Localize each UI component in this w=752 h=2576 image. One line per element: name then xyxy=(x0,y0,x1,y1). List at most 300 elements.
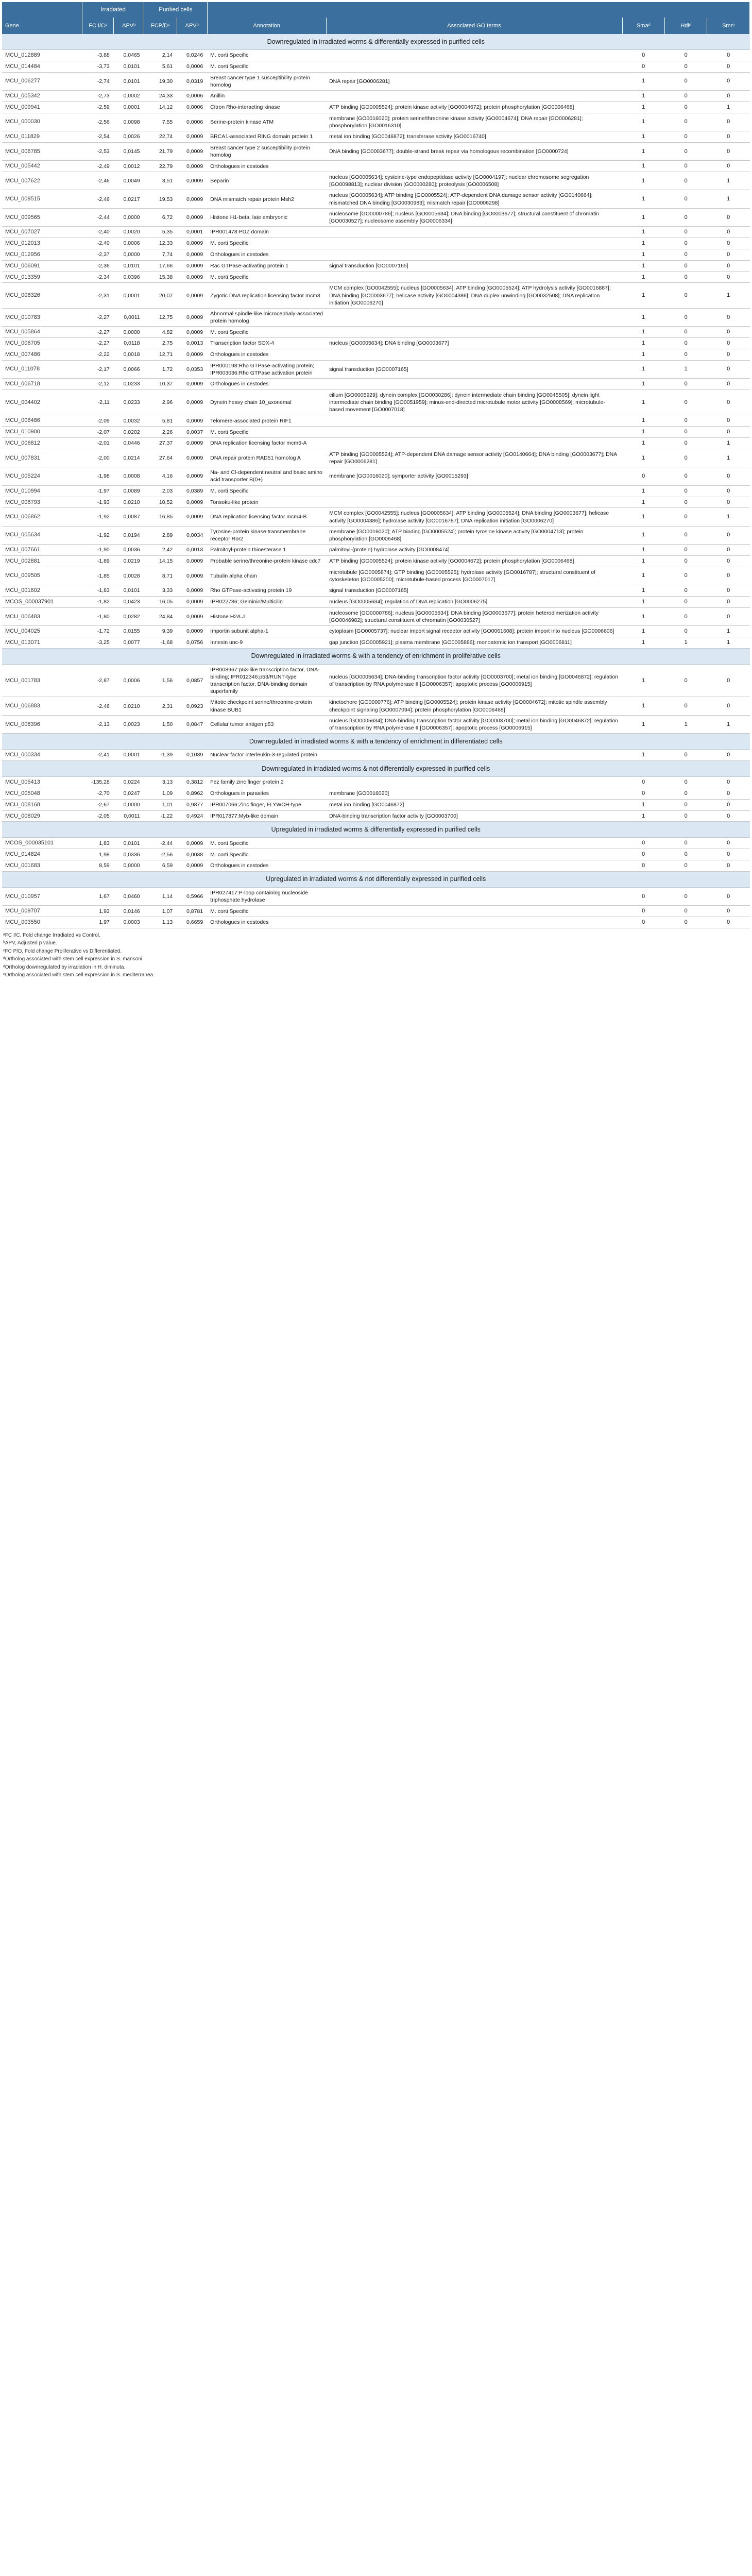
apv-2-cell: 0,0013 xyxy=(177,338,207,349)
apv-2-cell: 0,0246 xyxy=(177,50,207,61)
go-terms-cell: signal transduction [GO0007165] xyxy=(326,585,622,597)
fc-iv-cell: -2,59 xyxy=(82,101,114,113)
hdi-cell: 0 xyxy=(664,849,707,860)
table-row xyxy=(2,664,750,697)
apv-1-cell: 0,0049 xyxy=(114,172,144,190)
go-terms-cell xyxy=(326,750,622,761)
annotation-cell: IPR007066:Zinc finger, FLYWCH-type xyxy=(207,799,326,810)
annotation-cell: DNA replication licensing factor mcm4-B xyxy=(207,508,326,526)
fc-iv-cell: -2,87 xyxy=(82,664,114,697)
fc-pd-cell: 7,74 xyxy=(144,249,177,260)
fc-pd-cell: 4,82 xyxy=(144,327,177,338)
smr-cell: 0 xyxy=(707,227,750,238)
go-terms-cell xyxy=(326,415,622,427)
go-terms-cell: ATP binding [GO0005524]; protein kinase activity [GO0004672]; protein phosphorylation [GO0006468] xyxy=(326,555,622,567)
go-terms-cell xyxy=(326,349,622,360)
gene-id-cell: MCU_012013 xyxy=(2,238,82,249)
go-terms-cell: membrane [GO0016020]; ATP binding [GO0005524]; protein tyrosine kinase activity [GO0004713]; protein phosphorylation [GO0006468] xyxy=(326,526,622,544)
hdi-cell: 0 xyxy=(664,467,707,485)
annotation-cell: Histone H2A.J xyxy=(207,607,326,625)
apv-2-cell: 0,0009 xyxy=(177,626,207,637)
apv-1-cell: 0,0217 xyxy=(114,190,144,208)
header-hdi: Hdiᵈ xyxy=(664,18,707,34)
table-row xyxy=(2,238,750,249)
smr-cell: 0 xyxy=(707,497,750,508)
gene-id-cell: MCU_007831 xyxy=(2,449,82,467)
table-row xyxy=(2,715,750,733)
sma-cell: 1 xyxy=(622,308,664,326)
gene-id-cell: MCU_004025 xyxy=(2,626,82,637)
sma-cell: 1 xyxy=(622,545,664,556)
table-row xyxy=(2,626,750,637)
fc-iv-cell: -2,36 xyxy=(82,260,114,272)
section-header xyxy=(2,648,750,664)
hdi-cell: 0 xyxy=(664,777,707,788)
apv-1-cell: 0,0247 xyxy=(114,788,144,799)
fc-pd-cell: 7,55 xyxy=(144,113,177,131)
header-spacer xyxy=(207,2,749,18)
go-terms-cell: cilium [GO0005929]; dynein complex [GO0030286]; dynein intermediate chain binding [GO0045505]; dynein light intermediate chain binding [GO0051959]; minus-end-directed microtubule motor activity [GO0008569]; microtubule-based movement [GO0007018] xyxy=(326,389,622,415)
apv-2-cell: 0,0009 xyxy=(177,508,207,526)
fc-iv-cell: -2,11 xyxy=(82,389,114,415)
smr-cell: 1 xyxy=(707,626,750,637)
hdi-cell: 0 xyxy=(664,497,707,508)
annotation-cell: Orthologues in cestodes xyxy=(207,349,326,360)
go-terms-cell xyxy=(326,838,622,849)
annotation-cell: Telomere-associated protein RIF1 xyxy=(207,415,326,427)
table-row xyxy=(2,131,750,143)
header-fc-iv: FC I/Cᵃ xyxy=(82,18,114,34)
fc-iv-cell: -2,46 xyxy=(82,190,114,208)
fc-pd-cell: 19,30 xyxy=(144,72,177,90)
apv-1-cell: 0,0087 xyxy=(114,508,144,526)
annotation-cell: Probable serine/threonine-protein kinase cdc7 xyxy=(207,555,326,567)
gene-id-cell: MCU_006862 xyxy=(2,508,82,526)
apv-1-cell: 0,0001 xyxy=(114,283,144,309)
footnote: ᵇAPV, Adjusted p value. xyxy=(3,940,57,946)
go-terms-cell: cytoplasm [GO0005737]; nuclear import signal receptor activity [GO0061608]; protein import into nucleus [GO0006606] xyxy=(326,626,622,637)
go-terms-cell: nucleus [GO0005634]; cysteine-type endopeptidase activity [GO0004197]; nuclear chromosome segregation [GO0098813]; nuclear division [GO0000280]; proteolysis [GO0006508] xyxy=(326,172,622,190)
fc-pd-cell: 17,66 xyxy=(144,260,177,272)
hdi-cell: 1 xyxy=(664,360,707,378)
smr-cell: 0 xyxy=(707,810,750,822)
apv-2-cell: 0,0001 xyxy=(177,227,207,238)
gene-id-cell: MCU_009505 xyxy=(2,567,82,585)
section-header xyxy=(2,822,750,838)
smr-cell: 0 xyxy=(707,308,750,326)
header-irradiated: Irradiated xyxy=(82,2,144,18)
sma-cell: 1 xyxy=(622,360,664,378)
sma-cell: 1 xyxy=(622,161,664,172)
header-fc-pd: FCP/Dᶜ xyxy=(144,18,177,34)
hdi-cell: 0 xyxy=(664,260,707,272)
gene-id-cell: MCU_005413 xyxy=(2,777,82,788)
fc-pd-cell: 22,74 xyxy=(144,131,177,143)
fc-iv-cell: -1,92 xyxy=(82,526,114,544)
hdi-cell: 0 xyxy=(664,449,707,467)
header-annotation: Annotation xyxy=(207,18,326,34)
sma-cell: 0 xyxy=(622,906,664,917)
gene-id-cell: MCU_009941 xyxy=(2,101,82,113)
table-row xyxy=(2,327,750,338)
table-row xyxy=(2,113,750,131)
gene-id-cell: MCU_007027 xyxy=(2,227,82,238)
go-terms-cell: nucleus [GO0005634]; DNA-binding transcription factor activity [GO0003700]; metal ion binding [GO0046872]; regulation of transcription by RNA polymerase II [GO0006357]; apoptotic process [GO0006915] xyxy=(326,664,622,697)
section-title: Upregulated in irradiated worms & not differentially expressed in purified cells xyxy=(2,871,750,887)
fc-iv-cell: -2,74 xyxy=(82,72,114,90)
sma-cell: 0 xyxy=(622,61,664,72)
table-row xyxy=(2,449,750,467)
hdi-cell: 0 xyxy=(664,238,707,249)
apv-2-cell: 0,0034 xyxy=(177,526,207,544)
hdi-cell: 0 xyxy=(664,131,707,143)
sma-cell: 1 xyxy=(622,91,664,102)
fc-iv-cell: -2,12 xyxy=(82,379,114,390)
fc-pd-cell: -1,68 xyxy=(144,637,177,648)
apv-2-cell: 0,0009 xyxy=(177,467,207,485)
smr-cell: 0 xyxy=(707,596,750,607)
table-row xyxy=(2,272,750,283)
apv-2-cell: 0,0009 xyxy=(177,249,207,260)
fc-iv-cell: -2,09 xyxy=(82,415,114,427)
fc-iv-cell: 8,59 xyxy=(82,860,114,872)
annotation-cell: Fez family zinc finger protein 2 xyxy=(207,777,326,788)
annotation-cell: Nuclear factor interleukin-3-regulated protein xyxy=(207,750,326,761)
apv-1-cell: 0,0118 xyxy=(114,338,144,349)
apv-1-cell: 0,0011 xyxy=(114,810,144,822)
apv-1-cell: 0,0101 xyxy=(114,61,144,72)
hdi-cell: 0 xyxy=(664,438,707,449)
go-terms-cell: ATP binding [GO0005524]; protein kinase activity [GO0004672]; protein phosphorylation [GO0006468] xyxy=(326,101,622,113)
apv-1-cell: 0,0006 xyxy=(114,664,144,697)
apv-1-cell: 0,0000 xyxy=(114,249,144,260)
apv-1-cell: 0,0396 xyxy=(114,272,144,283)
apv-2-cell: 0,0857 xyxy=(177,664,207,697)
apv-2-cell: 0,0006 xyxy=(177,101,207,113)
sma-cell: 1 xyxy=(622,697,664,715)
annotation-cell: DNA repair protein RAD51 homolog A xyxy=(207,449,326,467)
smr-cell: 0 xyxy=(707,91,750,102)
gene-id-cell: MCU_013359 xyxy=(2,272,82,283)
smr-cell: 0 xyxy=(707,849,750,860)
smr-cell: 0 xyxy=(707,906,750,917)
gene-id-cell: MCOS_000037901 xyxy=(2,596,82,607)
hdi-cell: 0 xyxy=(664,585,707,597)
fc-pd-cell: -2,56 xyxy=(144,849,177,860)
apv-2-cell: 0,0009 xyxy=(177,327,207,338)
apv-1-cell: 0,0336 xyxy=(114,849,144,860)
smr-cell: 1 xyxy=(707,101,750,113)
sma-cell: 0 xyxy=(622,467,664,485)
annotation-cell: Transcription factor SOX-4 xyxy=(207,338,326,349)
apv-2-cell: 0,0009 xyxy=(177,238,207,249)
annotation-cell: IPR008967:p53-like transcription factor, DNA-binding; IPR012346:p53/RUNT-type transcription factor, DNA-binding domain superfamily xyxy=(207,664,326,697)
smr-cell: 0 xyxy=(707,697,750,715)
apv-2-cell: 0,0009 xyxy=(177,190,207,208)
hdi-cell: 0 xyxy=(664,190,707,208)
sma-cell: 1 xyxy=(622,637,664,648)
apv-1-cell: 0,0012 xyxy=(114,161,144,172)
smr-cell: 0 xyxy=(707,249,750,260)
sma-cell: 1 xyxy=(622,427,664,438)
apv-1-cell: 0,0026 xyxy=(114,131,144,143)
fc-pd-cell: 8,71 xyxy=(144,567,177,585)
hdi-cell: 0 xyxy=(664,697,707,715)
apv-1-cell: 0,0001 xyxy=(114,101,144,113)
hdi-cell: 0 xyxy=(664,788,707,799)
gene-id-cell: MCU_010900 xyxy=(2,427,82,438)
gene-id-cell: MCU_007622 xyxy=(2,172,82,190)
table-row xyxy=(2,349,750,360)
fc-iv-cell: -1,93 xyxy=(82,497,114,508)
table-container xyxy=(2,2,750,985)
sma-cell: 1 xyxy=(622,750,664,761)
apv-2-cell: 0,0009 xyxy=(177,438,207,449)
fc-iv-cell: -1,85 xyxy=(82,567,114,585)
apv-1-cell: 0,0018 xyxy=(114,349,144,360)
section-header xyxy=(2,871,750,887)
sma-cell: 1 xyxy=(622,190,664,208)
fc-pd-cell: 12,75 xyxy=(144,308,177,326)
smr-cell: 0 xyxy=(707,131,750,143)
table-row xyxy=(2,777,750,788)
go-terms-cell: kinetochore [GO0000776]; ATP binding [GO0005524]; protein kinase activity [GO0004672]; mitotic spindle assembly checkpoint signaling [GO0007094]; protein phosphorylation [GO0006468] xyxy=(326,697,622,715)
hdi-cell: 0 xyxy=(664,249,707,260)
fc-iv-cell: -135,28 xyxy=(82,777,114,788)
fc-iv-cell: -2,01 xyxy=(82,438,114,449)
fc-iv-cell: 1,93 xyxy=(82,906,114,917)
annotation-cell: Serine-protein kinase ATM xyxy=(207,113,326,131)
section-title: Upregulated in irradiated worms & differentially expressed in purified cells xyxy=(2,822,750,838)
fc-pd-cell: 9,39 xyxy=(144,626,177,637)
go-terms-cell xyxy=(326,849,622,860)
hdi-cell: 0 xyxy=(664,272,707,283)
apv-1-cell: 0,0008 xyxy=(114,467,144,485)
fc-pd-cell: -1,22 xyxy=(144,810,177,822)
smr-cell: 0 xyxy=(707,272,750,283)
hdi-cell: 0 xyxy=(664,208,707,226)
smr-cell: 0 xyxy=(707,72,750,90)
table-row xyxy=(2,308,750,326)
apv-2-cell: 0,4924 xyxy=(177,810,207,822)
gene-id-cell: MCU_006486 xyxy=(2,415,82,427)
go-terms-cell: membrane [GO0016020]; protein serine/threonine kinase activity [GO0004674]; DNA repair [GO0006281]; phosphorylation [GO0016310] xyxy=(326,113,622,131)
annotation-cell: M. corti Specific xyxy=(207,838,326,849)
smr-cell: 0 xyxy=(707,526,750,544)
hdi-cell: 0 xyxy=(664,161,707,172)
footnote: ᵈOrtholog downregulated by irradiation in H. diminuta. xyxy=(3,964,126,970)
apv-1-cell: 0,0020 xyxy=(114,227,144,238)
gene-id-cell: MCU_006812 xyxy=(2,438,82,449)
sma-cell: 0 xyxy=(622,887,664,905)
go-terms-cell xyxy=(326,308,622,326)
fc-pd-cell: 1,01 xyxy=(144,799,177,810)
fc-iv-cell: -2,22 xyxy=(82,349,114,360)
fc-pd-cell: 2,03 xyxy=(144,485,177,497)
fc-iv-cell: -1,90 xyxy=(82,545,114,556)
table-row xyxy=(2,190,750,208)
annotation-cell: IPR001478 PDZ domain xyxy=(207,227,326,238)
apv-1-cell: 0,0101 xyxy=(114,585,144,597)
gene-id-cell: MCU_012956 xyxy=(2,249,82,260)
annotation-cell: Dynein heavy chain 10_axonemal xyxy=(207,389,326,415)
gene-id-cell: MCU_000334 xyxy=(2,750,82,761)
go-terms-cell: DNA binding [GO0003677]; double-strand break repair via homologous recombination [GO0000724] xyxy=(326,142,622,160)
hdi-cell: 0 xyxy=(664,567,707,585)
annotation-cell: Orthologues in cestodes xyxy=(207,379,326,390)
apv-2-cell: 0,0013 xyxy=(177,545,207,556)
go-terms-cell: MCM complex [GO0042555]; nucleus [GO0005634]; ATP binding [GO0005524]; ATP hydrolysis activity [GO0016887]; DNA binding [GO0003677]; helicase activity [GO0004386]; DNA duplex unwinding [GO0032508]; DNA replication initiation [GO0006270] xyxy=(326,283,622,309)
gene-id-cell: MCU_005442 xyxy=(2,161,82,172)
go-terms-cell xyxy=(326,777,622,788)
apv-2-cell: 0,5966 xyxy=(177,887,207,905)
fc-pd-cell: 16,85 xyxy=(144,508,177,526)
apv-1-cell: 0,0145 xyxy=(114,142,144,160)
smr-cell: 0 xyxy=(707,415,750,427)
annotation-cell: IPR017877:Myb-like domain xyxy=(207,810,326,822)
smr-cell: 0 xyxy=(707,777,750,788)
apv-1-cell: 0,0000 xyxy=(114,799,144,810)
fc-pd-cell: 2,89 xyxy=(144,526,177,544)
hdi-cell: 0 xyxy=(664,283,707,309)
fc-pd-cell: 2,42 xyxy=(144,545,177,556)
apv-1-cell: 0,0098 xyxy=(114,113,144,131)
apv-2-cell: 0,0009 xyxy=(177,555,207,567)
apv-1-cell: 0,0002 xyxy=(114,91,144,102)
gene-id-cell: MCU_008396 xyxy=(2,715,82,733)
sma-cell: 1 xyxy=(622,626,664,637)
hdi-cell: 0 xyxy=(664,526,707,544)
apv-1-cell: 0,0214 xyxy=(114,449,144,467)
hdi-cell: 0 xyxy=(664,227,707,238)
table-row xyxy=(2,526,750,544)
sma-cell: 1 xyxy=(622,113,664,131)
annotation-cell: Innexin unc-9 xyxy=(207,637,326,648)
smr-cell: 0 xyxy=(707,161,750,172)
smr-cell: 0 xyxy=(707,467,750,485)
apv-2-cell: 0,0009 xyxy=(177,208,207,226)
table-row xyxy=(2,427,750,438)
hdi-cell: 0 xyxy=(664,113,707,131)
fc-pd-cell: -2,44 xyxy=(144,838,177,849)
sma-cell: 1 xyxy=(622,555,664,567)
fc-iv-cell: -3,73 xyxy=(82,61,114,72)
apv-2-cell: 0,0009 xyxy=(177,142,207,160)
go-terms-cell: signal transduction [GO0007165] xyxy=(326,260,622,272)
section-header xyxy=(2,734,750,750)
go-terms-cell xyxy=(326,91,622,102)
hdi-cell: 0 xyxy=(664,810,707,822)
apv-2-cell: 0,3812 xyxy=(177,777,207,788)
smr-cell: 0 xyxy=(707,427,750,438)
fc-iv-cell: -2,34 xyxy=(82,272,114,283)
sma-cell: 1 xyxy=(622,607,664,625)
hdi-cell: 0 xyxy=(664,485,707,497)
gene-id-cell: MCU_006483 xyxy=(2,607,82,625)
gene-id-cell: MCU_009565 xyxy=(2,208,82,226)
hdi-cell: 0 xyxy=(664,50,707,61)
smr-cell: 0 xyxy=(707,238,750,249)
smr-cell: 0 xyxy=(707,61,750,72)
annotation-cell: Breast cancer type 2 susceptibility protein homolog xyxy=(207,142,326,160)
table-row xyxy=(2,887,750,905)
fc-iv-cell: -2,27 xyxy=(82,338,114,349)
sma-cell: 1 xyxy=(622,567,664,585)
apv-1-cell: 0,0202 xyxy=(114,427,144,438)
table-row xyxy=(2,860,750,872)
sma-cell: 1 xyxy=(622,389,664,415)
apv-2-cell: 0,0389 xyxy=(177,485,207,497)
fc-iv-cell: -1,98 xyxy=(82,467,114,485)
go-terms-cell: membrane [GO0016020]; symporter activity [GO0015293] xyxy=(326,467,622,485)
apv-1-cell: 0,0233 xyxy=(114,379,144,390)
apv-1-cell: 0,0101 xyxy=(114,838,144,849)
smr-cell: 0 xyxy=(707,50,750,61)
fc-iv-cell: -2,53 xyxy=(82,142,114,160)
go-terms-cell xyxy=(326,272,622,283)
fc-pd-cell: 19,53 xyxy=(144,190,177,208)
smr-cell: 0 xyxy=(707,379,750,390)
fc-iv-cell: -1,72 xyxy=(82,626,114,637)
go-terms-cell: MCM complex [GO0042555]; nucleus [GO0005634]; ATP binding [GO0005524]; DNA binding [GO0003677]; helicase activity [GO0004386]; hydrolase activity [GO0016787]; DNA replication initiation [GO0006270] xyxy=(326,508,622,526)
gene-id-cell: MCU_001683 xyxy=(2,860,82,872)
table-row xyxy=(2,172,750,190)
annotation-cell: Abnormal spindle-like microcephaly-associated protein homolog xyxy=(207,308,326,326)
fc-pd-cell: 2,96 xyxy=(144,389,177,415)
footnote: ᵃFC I/C, Fold change Irradiated vs Control. xyxy=(3,932,100,938)
gene-table xyxy=(2,2,750,928)
annotation-cell: M. corti Specific xyxy=(207,50,326,61)
header-gene: Gene xyxy=(2,18,82,34)
gene-id-cell: MCU_001783 xyxy=(2,664,82,697)
annotation-cell: IPR000198:Rho GTPase-activating protein; IPR003036:Rho GTPase activation protein xyxy=(207,360,326,378)
gene-id-cell: MCU_010957 xyxy=(2,887,82,905)
header-sma: Smaᵈ xyxy=(622,18,664,34)
sma-cell: 1 xyxy=(622,349,664,360)
gene-id-cell: MCU_006793 xyxy=(2,497,82,508)
sma-cell: 1 xyxy=(622,664,664,697)
fc-iv-cell: -1,89 xyxy=(82,555,114,567)
table-row xyxy=(2,338,750,349)
sma-cell: 1 xyxy=(622,810,664,822)
hdi-cell: 0 xyxy=(664,887,707,905)
fc-pd-cell: 27,64 xyxy=(144,449,177,467)
go-terms-cell: nucleus [GO0005634]; ATP binding [GO0005524]; ATP-dependent DNA damage sensor activity [GO0140664]; mismatched DNA binding [GO0030983]; mismatch repair [GO0006298] xyxy=(326,190,622,208)
annotation-cell: Breast cancer type 1 susceptibility protein homolog xyxy=(207,72,326,90)
sma-cell: 1 xyxy=(622,260,664,272)
apv-1-cell: 0,0194 xyxy=(114,526,144,544)
table-row xyxy=(2,389,750,415)
go-terms-cell: nucleus [GO0005634]; DNA-binding transcription factor activity [GO0003700]; metal ion binding [GO0046872]; regulation of transcription by RNA polymerase II [GO0006357]; apoptotic process [GO0006915] xyxy=(326,715,622,733)
smr-cell: 1 xyxy=(707,449,750,467)
gene-id-cell: MCU_010994 xyxy=(2,485,82,497)
hdi-cell: 1 xyxy=(664,715,707,733)
gene-id-cell: MCU_001602 xyxy=(2,585,82,597)
annotation-cell: Orthologues in cestodes xyxy=(207,249,326,260)
fc-iv-cell: -2,70 xyxy=(82,788,114,799)
hdi-cell: 0 xyxy=(664,860,707,872)
smr-cell: 1 xyxy=(707,508,750,526)
annotation-cell: Zygotic DNA replication licensing factor mcm3 xyxy=(207,283,326,309)
smr-cell: 1 xyxy=(707,637,750,648)
fc-iv-cell: -2,46 xyxy=(82,172,114,190)
gene-id-cell: MCU_009515 xyxy=(2,190,82,208)
fc-iv-cell: -2,56 xyxy=(82,113,114,131)
fc-pd-cell: 12,71 xyxy=(144,349,177,360)
fc-iv-cell: -2,46 xyxy=(82,697,114,715)
smr-cell: 0 xyxy=(707,260,750,272)
go-terms-cell: nucleus [GO0005634]; regulation of DNA replication [GO0006275] xyxy=(326,596,622,607)
